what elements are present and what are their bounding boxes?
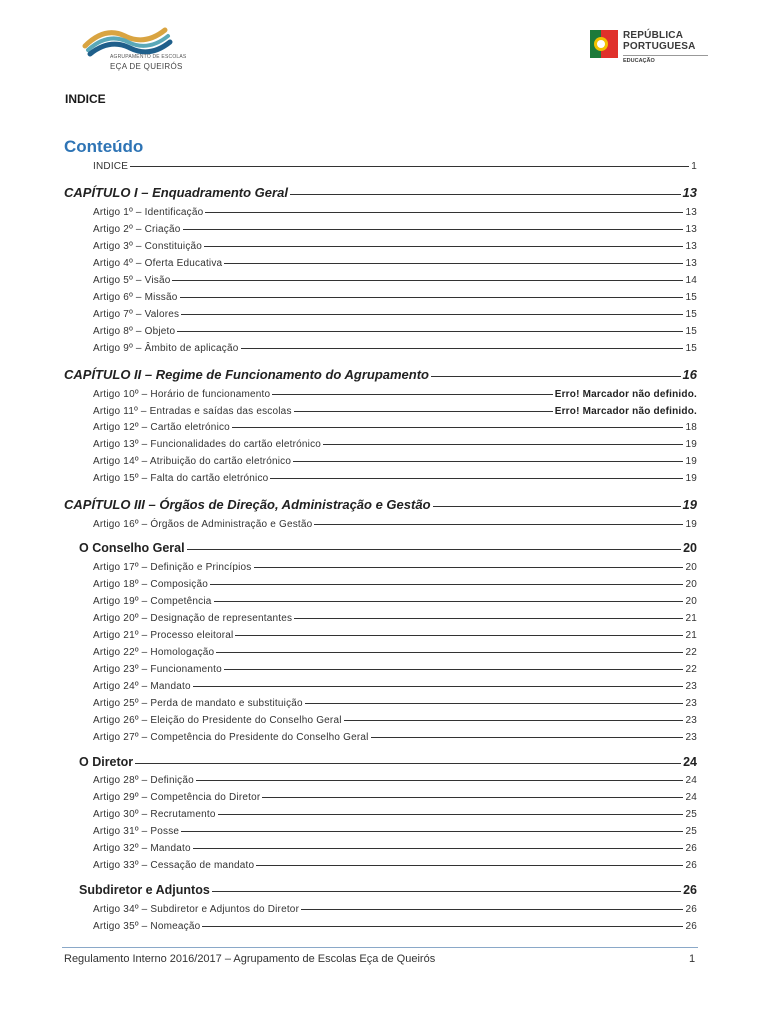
toc-entry-indice[interactable] <box>93 161 697 172</box>
toc-entry-text: CAPÍTULO II – Regime de Funcionamento do Agrupamento <box>64 367 429 382</box>
toc-article-14[interactable] <box>93 456 697 467</box>
toc-entry-page: 13 <box>685 241 697 252</box>
toc-entry-page: 19 <box>685 473 697 484</box>
leader-line <box>183 229 684 230</box>
toc-entry-text: Artigo 30º – Recrutamento <box>93 809 216 820</box>
leader-line <box>193 686 684 687</box>
toc-article-25[interactable] <box>93 698 697 709</box>
toc-article-23[interactable] <box>93 664 697 675</box>
toc-article-8[interactable] <box>93 326 697 337</box>
leader-line <box>196 780 684 781</box>
toc-article-26[interactable] <box>93 715 697 726</box>
leader-line <box>344 720 684 721</box>
toc-article-6[interactable] <box>93 292 697 303</box>
toc-entry-page: 20 <box>685 579 697 590</box>
toc-entry-page: 26 <box>685 843 697 854</box>
toc-chapter-2[interactable] <box>64 367 697 382</box>
toc-entry-page: 19 <box>685 456 697 467</box>
school-logo-line1: AGRUPAMENTO DE ESCOLAS <box>110 54 187 60</box>
toc-entry-text: Artigo 31º – Posse <box>93 826 180 837</box>
gov-logo-line3: EDUCAÇÃO <box>623 58 655 64</box>
toc-entry-page: 21 <box>685 613 697 624</box>
leader-line <box>290 194 681 195</box>
leader-line <box>172 280 683 281</box>
leader-line <box>256 865 683 866</box>
toc-entry-text: Artigo 11º – Entradas e saídas das escolas <box>93 406 292 417</box>
toc-article-12[interactable] <box>93 422 697 433</box>
toc-entry-text: Artigo 8º – Objeto <box>93 326 176 337</box>
toc-entry-text: Artigo 1º – Identificação <box>93 207 204 218</box>
toc-entry-page: 20 <box>685 596 697 607</box>
leader-line <box>224 669 684 670</box>
toc-entry-page: 24 <box>683 755 697 769</box>
toc-entry-text: Artigo 24º – Mandato <box>93 681 191 692</box>
toc-article-2[interactable] <box>93 224 697 235</box>
toc-article-16[interactable] <box>93 519 697 530</box>
toc-entry-text: Artigo 22º – Homologação <box>93 647 215 658</box>
gov-logo-line1: REPÚBLICA <box>623 30 684 41</box>
toc-entry-page: 26 <box>685 860 697 871</box>
toc-entry-page: 23 <box>685 732 697 743</box>
leader-line <box>433 506 681 507</box>
toc-entry-text: Artigo 20º – Designação de representantes <box>93 613 293 624</box>
toc-article-1[interactable] <box>93 207 697 218</box>
toc-entry-page: 19 <box>685 439 697 450</box>
footer-divider <box>62 947 698 948</box>
toc-entry-error: Erro! Marcador não definido. <box>554 406 697 417</box>
leader-line <box>305 703 684 704</box>
page-header <box>0 0 770 90</box>
school-logo-line2: EÇA DE QUEIRÓS <box>110 62 183 71</box>
toc-entry-text: Artigo 27º – Competência do Presidente do Conselho Geral <box>93 732 369 743</box>
leader-line <box>314 524 683 525</box>
toc-entry-text: Artigo 21º – Processo eleitoral <box>93 630 234 641</box>
leader-line <box>193 848 684 849</box>
toc-entry-page: 22 <box>685 647 697 658</box>
toc-article-15[interactable] <box>93 473 697 484</box>
leader-line <box>323 444 683 445</box>
toc-entry-page: 24 <box>685 792 697 803</box>
toc-article-34[interactable] <box>93 904 697 915</box>
toc-entry-text: Artigo 9º – Âmbito de aplicação <box>93 343 239 354</box>
toc-article-18[interactable] <box>93 579 697 590</box>
leader-line <box>180 297 684 298</box>
toc-entry-text: Artigo 23º – Funcionamento <box>93 664 222 675</box>
toc-entry-text: Artigo 28º – Definição <box>93 775 194 786</box>
leader-line <box>241 348 684 349</box>
toc-article-35[interactable] <box>93 921 697 932</box>
toc-article-30[interactable] <box>93 809 697 820</box>
toc-entry-text: O Conselho Geral <box>79 541 185 555</box>
toc-article-22[interactable] <box>93 647 697 658</box>
toc-article-7[interactable] <box>93 309 697 320</box>
leader-line <box>216 652 683 653</box>
toc-entry-page: 20 <box>685 562 697 573</box>
toc-article-24[interactable] <box>93 681 697 692</box>
leader-line <box>218 814 684 815</box>
toc-section-subdiretor[interactable] <box>79 883 697 897</box>
toc-entry-page: 20 <box>683 541 697 555</box>
toc-entry-page: 22 <box>685 664 697 675</box>
toc-entry-page: 23 <box>685 681 697 692</box>
leader-line <box>205 212 683 213</box>
toc-article-20[interactable] <box>93 613 697 624</box>
toc-entry-text: Artigo 17º – Definição e Princípios <box>93 562 252 573</box>
toc-article-10[interactable] <box>93 389 697 400</box>
toc-entry-page: 25 <box>685 826 697 837</box>
leader-line <box>272 394 552 395</box>
leader-line <box>270 478 683 479</box>
toc-article-17[interactable] <box>93 562 697 573</box>
toc-entry-page: 21 <box>685 630 697 641</box>
leader-line <box>262 797 683 798</box>
leader-line <box>232 427 684 428</box>
toc-entry-page: 24 <box>685 775 697 786</box>
toc-article-19[interactable] <box>93 596 697 607</box>
leader-line <box>130 166 689 167</box>
toc-entry-text: Artigo 35º – Nomeação <box>93 921 201 932</box>
toc-article-32[interactable] <box>93 843 697 854</box>
leader-line <box>187 549 682 550</box>
toc-entry-page: 13 <box>685 224 697 235</box>
toc-title: Conteúdo <box>64 137 144 156</box>
toc-entry-text: Artigo 10º – Horário de funcionamento <box>93 389 271 400</box>
toc-entry-text: Artigo 4º – Oferta Educativa <box>93 258 223 269</box>
toc-article-33[interactable] <box>93 860 697 871</box>
government-logo <box>590 28 715 70</box>
leader-line <box>301 909 683 910</box>
leader-line <box>181 831 683 832</box>
toc-entry-page: 23 <box>685 715 697 726</box>
toc-article-5[interactable] <box>93 275 697 286</box>
toc-section-conselho-geral[interactable] <box>79 541 697 555</box>
toc-article-29[interactable] <box>93 792 697 803</box>
toc-entry-text: Artigo 3º – Constituição <box>93 241 203 252</box>
toc-entry-page: 18 <box>685 422 697 433</box>
toc-entry-text: Artigo 2º – Criação <box>93 224 181 235</box>
toc-entry-page: 15 <box>685 326 697 337</box>
leader-line <box>210 584 683 585</box>
toc-article-31[interactable] <box>93 826 697 837</box>
leader-line <box>431 376 681 377</box>
toc-entry-page: 15 <box>685 343 697 354</box>
toc-article-28[interactable] <box>93 775 697 786</box>
toc-entry-text: Artigo 15º – Falta do cartão eletrónico <box>93 473 269 484</box>
toc-entry-page: 13 <box>685 258 697 269</box>
leader-line <box>294 411 553 412</box>
gov-logo-line2: PORTUGUESA <box>623 41 696 52</box>
leader-line <box>204 246 683 247</box>
toc-entry-page: 16 <box>682 367 697 382</box>
leader-line <box>181 314 683 315</box>
toc-entry-page: 13 <box>685 207 697 218</box>
leader-line <box>371 737 684 738</box>
toc-article-4[interactable] <box>93 258 697 269</box>
gov-logo-divider <box>623 55 708 56</box>
toc-entry-text: O Diretor <box>79 755 134 769</box>
toc-entry-page: 26 <box>685 904 697 915</box>
toc-entry-text: Artigo 13º – Funcionalidades do cartão eletrónico <box>93 439 322 450</box>
toc-entry-text: Artigo 29º – Competência do Diretor <box>93 792 261 803</box>
toc-section-diretor[interactable] <box>79 755 697 769</box>
toc-entry-text: Artigo 14º – Atribuição do cartão eletrónico <box>93 456 292 467</box>
toc-article-13[interactable] <box>93 439 697 450</box>
leader-line <box>177 331 683 332</box>
wave-logo-icon <box>80 18 210 58</box>
leader-line <box>202 926 683 927</box>
toc-article-11[interactable] <box>93 406 697 417</box>
toc-entry-text: Artigo 18º – Composição <box>93 579 208 590</box>
leader-line <box>293 461 683 462</box>
toc-entry-text: CAPÍTULO III – Órgãos de Direção, Administração e Gestão <box>64 497 431 512</box>
toc-entry-text: Artigo 19º – Competência <box>93 596 212 607</box>
toc-entry-page: 26 <box>683 883 697 897</box>
school-logo <box>80 18 210 76</box>
footer-text: Regulamento Interno 2016/2017 – Agrupamento de Escolas Eça de Queirós <box>64 953 436 965</box>
toc-entry-text: Artigo 32º – Mandato <box>93 843 191 854</box>
leader-line <box>214 601 684 602</box>
toc-article-3[interactable] <box>93 241 697 252</box>
leader-line <box>235 635 683 636</box>
toc-entry-text: Artigo 33º – Cessação de mandato <box>93 860 255 871</box>
toc-article-9[interactable] <box>93 343 697 354</box>
toc-entry-text: Artigo 12º – Cartão eletrónico <box>93 422 230 433</box>
leader-line <box>294 618 683 619</box>
toc-entry-text: Artigo 5º – Visão <box>93 275 171 286</box>
leader-line <box>212 891 681 892</box>
toc-entry-text: Subdiretor e Adjuntos <box>79 883 210 897</box>
toc-entry-page: 13 <box>682 185 697 200</box>
toc-article-21[interactable] <box>93 630 697 641</box>
leader-line <box>224 263 683 264</box>
coat-of-arms-icon <box>590 30 618 58</box>
toc-chapter-1[interactable] <box>64 185 697 200</box>
toc-entry-page: 25 <box>685 809 697 820</box>
toc-entry-page: 15 <box>685 309 697 320</box>
toc-entry-text: Artigo 6º – Missão <box>93 292 178 303</box>
toc-entry-page: 1 <box>691 161 697 172</box>
footer-page-number: 1 <box>689 953 696 965</box>
toc-article-27[interactable] <box>93 732 697 743</box>
toc-chapter-3[interactable] <box>64 497 697 512</box>
toc-entry-page: 19 <box>682 497 697 512</box>
leader-line <box>135 763 681 764</box>
toc-entry-page: 15 <box>685 292 697 303</box>
toc-entry-page: 23 <box>685 698 697 709</box>
toc-entry-text: CAPÍTULO I – Enquadramento Geral <box>64 185 288 200</box>
toc-entry-page: 19 <box>685 519 697 530</box>
leader-line <box>254 567 684 568</box>
toc-entry-text: Artigo 7º – Valores <box>93 309 180 320</box>
toc-entry-text: Artigo 26º – Eleição do Presidente do Conselho Geral <box>93 715 342 726</box>
page-heading: INDICE <box>65 92 106 106</box>
toc-entry-text: Artigo 16º – Órgãos de Administração e Gestão <box>93 519 313 530</box>
toc-entry-page: 14 <box>685 275 697 286</box>
toc-entry-text: INDICE <box>93 161 129 172</box>
toc-entry-error: Erro! Marcador não definido. <box>554 389 697 400</box>
toc-entry-text: Artigo 25º – Perda de mandato e substituição <box>93 698 303 709</box>
toc-entry-page: 26 <box>685 921 697 932</box>
toc-entry-text: Artigo 34º – Subdiretor e Adjuntos do Diretor <box>93 904 300 915</box>
